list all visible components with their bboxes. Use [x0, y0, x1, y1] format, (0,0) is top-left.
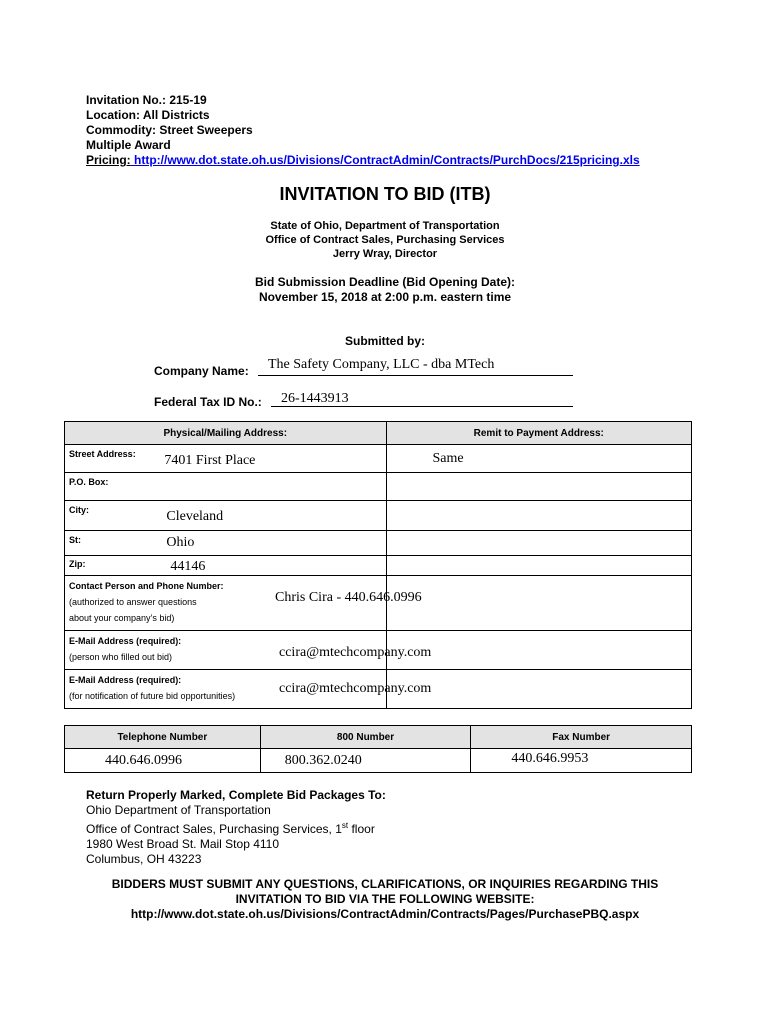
- contact-sub-2: about your company’s bid): [69, 613, 175, 623]
- contact-label: Contact Person and Phone Number:: [69, 581, 224, 591]
- page-title: INVITATION TO BID (ITB): [279, 184, 491, 204]
- email2-value[interactable]: ccira@mtechcompany.com: [279, 681, 432, 696]
- email1-cell: [65, 631, 432, 670]
- remit-email2-cell[interactable]: [386, 670, 692, 709]
- tax-id-label: Federal Tax ID No.:: [154, 395, 262, 409]
- telephone-value[interactable]: 440.646.0996: [105, 753, 182, 768]
- return-line-1: Ohio Department of Transportation: [86, 803, 271, 817]
- org-block: [0, 219, 770, 261]
- remit-address-header: Remit to Payment Address:: [386, 422, 692, 445]
- org-line-3: Jerry Wray, Director: [332, 248, 438, 260]
- zip-value[interactable]: 44146: [170, 559, 206, 574]
- commodity: Commodity: Street Sweepers: [86, 123, 253, 137]
- remit-state-cell[interactable]: [386, 531, 692, 556]
- state-label: St:: [65, 531, 149, 556]
- contact-cell: [65, 576, 422, 631]
- return-line-2-sup: st: [341, 821, 349, 830]
- contact-sub-1: (authorized to answer questions: [69, 597, 197, 607]
- phone-table: [64, 725, 692, 773]
- street-value[interactable]: 7401 First Place: [164, 453, 256, 468]
- award-type: Multiple Award: [86, 138, 171, 152]
- pobox-label: P.O. Box:: [65, 473, 387, 501]
- footer-line-2: INVITATION TO BID VIA THE FOLLOWING WEBSITE:: [235, 892, 535, 906]
- email1-label: E-Mail Address (required):: [69, 636, 182, 646]
- city-label: City:: [65, 501, 149, 531]
- remit-value[interactable]: Same: [432, 451, 464, 466]
- 800-number-header: 800 Number: [260, 726, 471, 749]
- location: Location: All Districts: [86, 108, 210, 122]
- company-name-value[interactable]: The Safety Company, LLC - dba MTech: [268, 357, 495, 372]
- street-label: Street Address:: [65, 445, 149, 473]
- return-line-2b: floor: [348, 822, 375, 836]
- address-table: [64, 421, 692, 709]
- remit-pobox-cell[interactable]: [386, 473, 692, 501]
- return-line-2: [86, 818, 386, 837]
- city-value[interactable]: Cleveland: [166, 509, 224, 524]
- tax-id-value[interactable]: 26-1443913: [281, 391, 349, 406]
- zip-label: Zip:: [65, 556, 149, 576]
- return-line-4: Columbus, OH 43223: [86, 852, 202, 866]
- return-line-3: 1980 West Broad St. Mail Stop 4110: [86, 837, 280, 851]
- email1-value[interactable]: ccira@mtechcompany.com: [279, 645, 432, 660]
- remit-city-cell[interactable]: [386, 501, 692, 531]
- footer-block: [0, 877, 770, 922]
- org-line-2: Office of Contract Sales, Purchasing Services: [265, 234, 505, 246]
- contact-value[interactable]: Chris Cira - 440.646.0996: [275, 590, 422, 605]
- pricing-label: Pricing:: [86, 153, 131, 167]
- deadline-line-2: November 15, 2018 at 2:00 p.m. eastern time: [258, 290, 512, 304]
- 800-number-value[interactable]: 800.362.0240: [284, 753, 362, 768]
- invitation-number: Invitation No.: 215-19: [86, 93, 207, 107]
- deadline-block: [0, 275, 770, 305]
- footer-link[interactable]: http://www.dot.state.oh.us/Divisions/ContractAdmin/Contracts/Pages/PurchasePBQ.aspx: [130, 907, 640, 921]
- deadline-line-1: Bid Submission Deadline (Bid Opening Date):: [254, 275, 515, 289]
- email2-label: E-Mail Address (required):: [69, 675, 182, 685]
- state-value[interactable]: Ohio: [166, 535, 195, 550]
- return-line-2a: Office of Contract Sales, Purchasing Services, 1: [86, 822, 342, 836]
- return-heading: Return Properly Marked, Complete Bid Packages To:: [86, 788, 386, 802]
- return-block: [86, 788, 386, 867]
- remit-zip-cell[interactable]: [386, 556, 692, 576]
- email2-sub: (for notification of future bid opportunities): [69, 691, 236, 701]
- org-line-1: State of Ohio, Department of Transportation: [270, 220, 500, 232]
- remit-email1-cell[interactable]: [386, 631, 692, 670]
- company-name-label: Company Name:: [154, 364, 249, 378]
- email1-sub: (person who filled out bid): [69, 652, 173, 662]
- email2-cell: [65, 670, 432, 709]
- telephone-header: Telephone Number: [65, 726, 261, 749]
- header-block: [86, 93, 640, 168]
- remit-contact-cell[interactable]: [386, 576, 692, 631]
- fax-header: Fax Number: [471, 726, 692, 749]
- physical-address-header: Physical/Mailing Address:: [65, 422, 387, 445]
- pricing-link[interactable]: http://www.dot.state.oh.us/Divisions/ContractAdmin/Contracts/PurchDocs/215pricing.xls: [130, 153, 640, 167]
- fax-value[interactable]: 440.646.9953: [511, 751, 589, 766]
- submitted-by: Submitted by:: [345, 334, 425, 348]
- pricing-row: [86, 153, 640, 168]
- footer-line-1: BIDDERS MUST SUBMIT ANY QUESTIONS, CLARIFICATIONS, OR INQUIRIES REGARDING THIS: [111, 877, 659, 891]
